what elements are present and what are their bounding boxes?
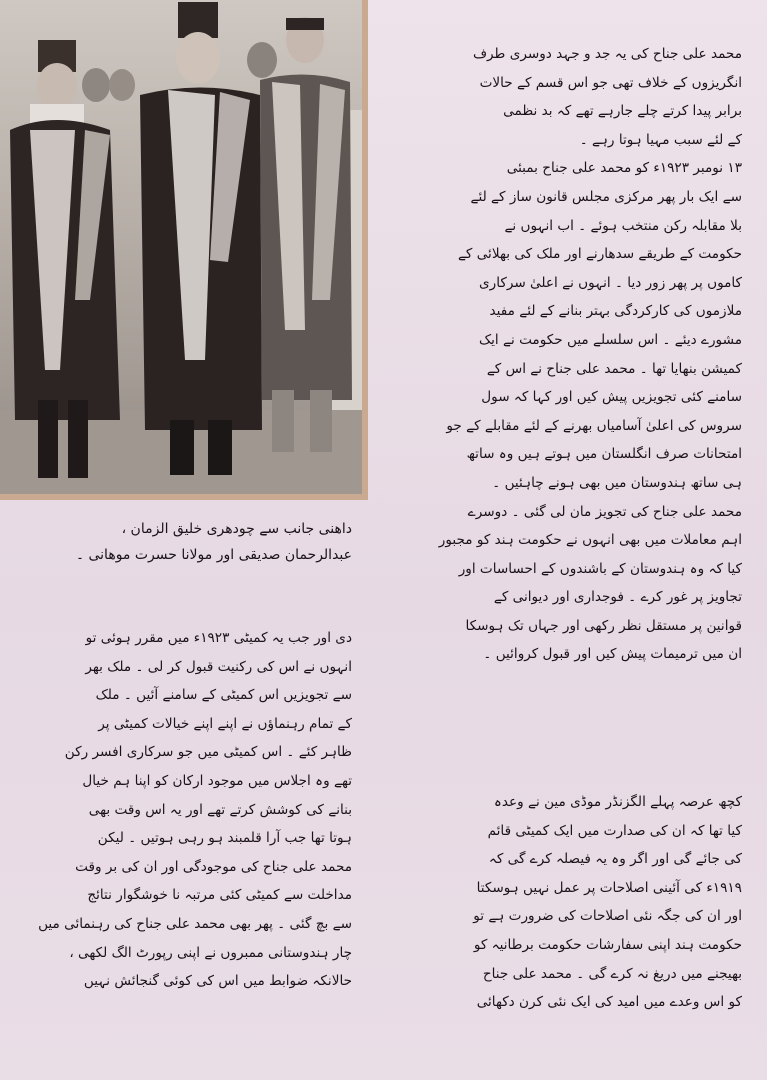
text-line: انہوں نے اس کی رکنیت قبول کر لی ۔ ملک بھر: [85, 658, 352, 675]
text-line: سامنے کئی تجویزیں پیش کیں اور کہا کہ سول: [481, 389, 742, 406]
text-line: تھے وہ اجلاس میں موجود ارکان کو اپنا ہم خیال: [82, 772, 352, 789]
photo-face: [37, 63, 77, 109]
photo-leg: [208, 420, 232, 475]
photo-illustration: [0, 0, 362, 494]
photo-leg: [170, 420, 194, 475]
text-line: سے بچ گئی ۔ پھر بھی محمد علی جناح کی رہنمائی میں: [38, 915, 352, 932]
text-line: کیا تھا کہ ان کی صدارت میں ایک کمیٹی قائم: [487, 822, 742, 839]
text-line: بنانے کی کوشش کرتے تھے اور یہ اس وقت بھی: [88, 801, 352, 818]
text-line: کے تمام رہنماؤں نے اپنے اپنے خیالات کمیٹی پر: [98, 715, 352, 732]
photo-leg: [272, 390, 294, 452]
text-line: حکومت ہند اپنی سفارشات حکومت برطانیہ کو: [473, 936, 742, 953]
text-line: امتحانات صرف انگلستان میں ہوتے ہیں وہ ساتھ: [466, 446, 742, 463]
historical-photograph: [0, 0, 362, 494]
photo-bg-figure: [82, 68, 110, 102]
photo-bg-figure: [109, 69, 135, 101]
text-line: ہوتا تھا جب آرا قلمبند ہو رہی ہوتیں ۔ لیکن: [97, 830, 352, 847]
text-line: محمد علی جناح کی موجودگی اور ان کی بر وقت: [75, 858, 352, 875]
photo-bg-figure: [247, 42, 277, 78]
text-line: ہی ساتھ ہندوستان میں بھی ہونے چاہئیں ۔: [492, 474, 742, 491]
photo-leg: [38, 400, 58, 478]
photo-hair: [286, 18, 324, 30]
text-column-left: [20, 624, 352, 996]
text-line: کاموں پر پھر زور دیا ۔ انہوں نے اعلیٰ سرکاری: [479, 274, 742, 291]
text-line: تجاویز پر غور کرے ۔ فوجداری اور دیوانی کے: [493, 589, 742, 606]
text-line: ۱۹۱۹ء کی آئینی اصلاحات پر عمل نہیں ہوسکتا: [476, 879, 742, 896]
text-line: قوانین پر مستقل نظر رکھی اور جہاں تک ہوسکا: [465, 617, 742, 634]
text-line: سے تجویزیں اس کمیٹی کے سامنے آئیں ۔ ملک: [95, 687, 352, 704]
text-column-right-bottom: [412, 788, 742, 1017]
text-line: کمیشن بنھایا تھا ۔ محمد علی جناح نے اس کے: [486, 360, 742, 377]
text-line: ظاہر کئے ۔ اس کمیٹی میں جو سرکاری افسر رکن: [64, 744, 352, 761]
text-line: چار ہندوستانی ممبروں نے اپنی رپورٹ الگ لکھی ،: [69, 944, 352, 961]
text-line: ان میں ترمیمات پیش کیں اور قبول کروائیں ۔: [483, 646, 742, 663]
text-line: حکومت کے طریقے سدھارنے اور ملک کی بھلائی کے: [457, 246, 742, 263]
photo-leg: [310, 390, 332, 452]
text-line: سروس کی اعلیٰ آسامیاں بھرنے کے لئے مقابلے کے جو: [446, 417, 742, 434]
photo-caption: [22, 516, 352, 568]
text-line: محمد علی جناح کی تجویز مان لی گئی ۔ دوسرے: [467, 503, 742, 520]
photo-leg: [68, 400, 88, 478]
text-line: مشورے دیئے ۔ اس سلسلے میں حکومت نے ایک: [478, 331, 742, 348]
text-line: کے لئے سبب مہیا ہوتا رہے ۔: [579, 131, 742, 148]
text-line: بلا مقابلہ رکن منتخب ہوئے ۔ اب انہوں نے: [504, 217, 742, 234]
photo-face: [176, 32, 220, 84]
text-line: کو اس وعدے میں امید کی ایک نئی کرن دکھائی: [476, 994, 742, 1011]
text-line: برابر پیدا کرتے چلے جارہے تھے کہ بد نظمی: [503, 103, 742, 120]
text-line: کچھ عرصہ پہلے الگزنڈر موڈی مین نے وعدہ: [493, 794, 742, 810]
photo-frame: [0, 0, 368, 500]
text-line: انگریزوں کے خلاف تھی جو اس قسم کے حالات: [479, 74, 742, 91]
text-line: سے ایک بار پھر مرکزی مجلس قانون ساز کے لئے: [470, 188, 742, 205]
text-line: ۱۳ نومبر ۱۹۲۳ء کو محمد علی جناح بمبئی: [506, 160, 742, 177]
text-line: کیا کہ وہ ہندوستان کے باشندوں کے احساسات اور: [458, 560, 742, 577]
text-line: محمد علی جناح کی یہ جد و جہد دوسری طرف: [472, 46, 742, 62]
text-line: دی اور جب یہ کمیٹی ۱۹۲۳ء میں مقرر ہوئی تو: [85, 630, 352, 646]
text-line: اور ان کی جگہ نئی اصلاحات کی ضرورت ہے تو: [473, 908, 742, 925]
text-line: ملازموں کی کارکردگی بہتر بنانے کے لئے مفید: [489, 303, 742, 320]
caption-line: داھنی جانب سے چودھری خلیق الزمان ،: [121, 521, 352, 537]
caption-line: عبدالرحمان صدیقی اور مولانا حسرت موھانی ۔: [75, 547, 352, 563]
text-line: اہم معاملات میں بھی انہوں نے حکومت ہند کو مجبور: [438, 532, 742, 549]
text-line: حالانکہ ضوابط میں اس کی کوئی گنجائش نہیں: [83, 973, 352, 990]
text-line: بھیجنے میں دریغ نہ کرے گی ۔ محمد علی جناح: [482, 965, 742, 982]
text-line: کی جائے گی اور اگر وہ یہ فیصلہ کرے گی کہ: [488, 851, 742, 868]
text-column-right-top: [412, 40, 742, 669]
text-line: مداخلت سے کمیٹی کئی مرتبہ نا خوشگوار نتائج: [87, 887, 352, 904]
